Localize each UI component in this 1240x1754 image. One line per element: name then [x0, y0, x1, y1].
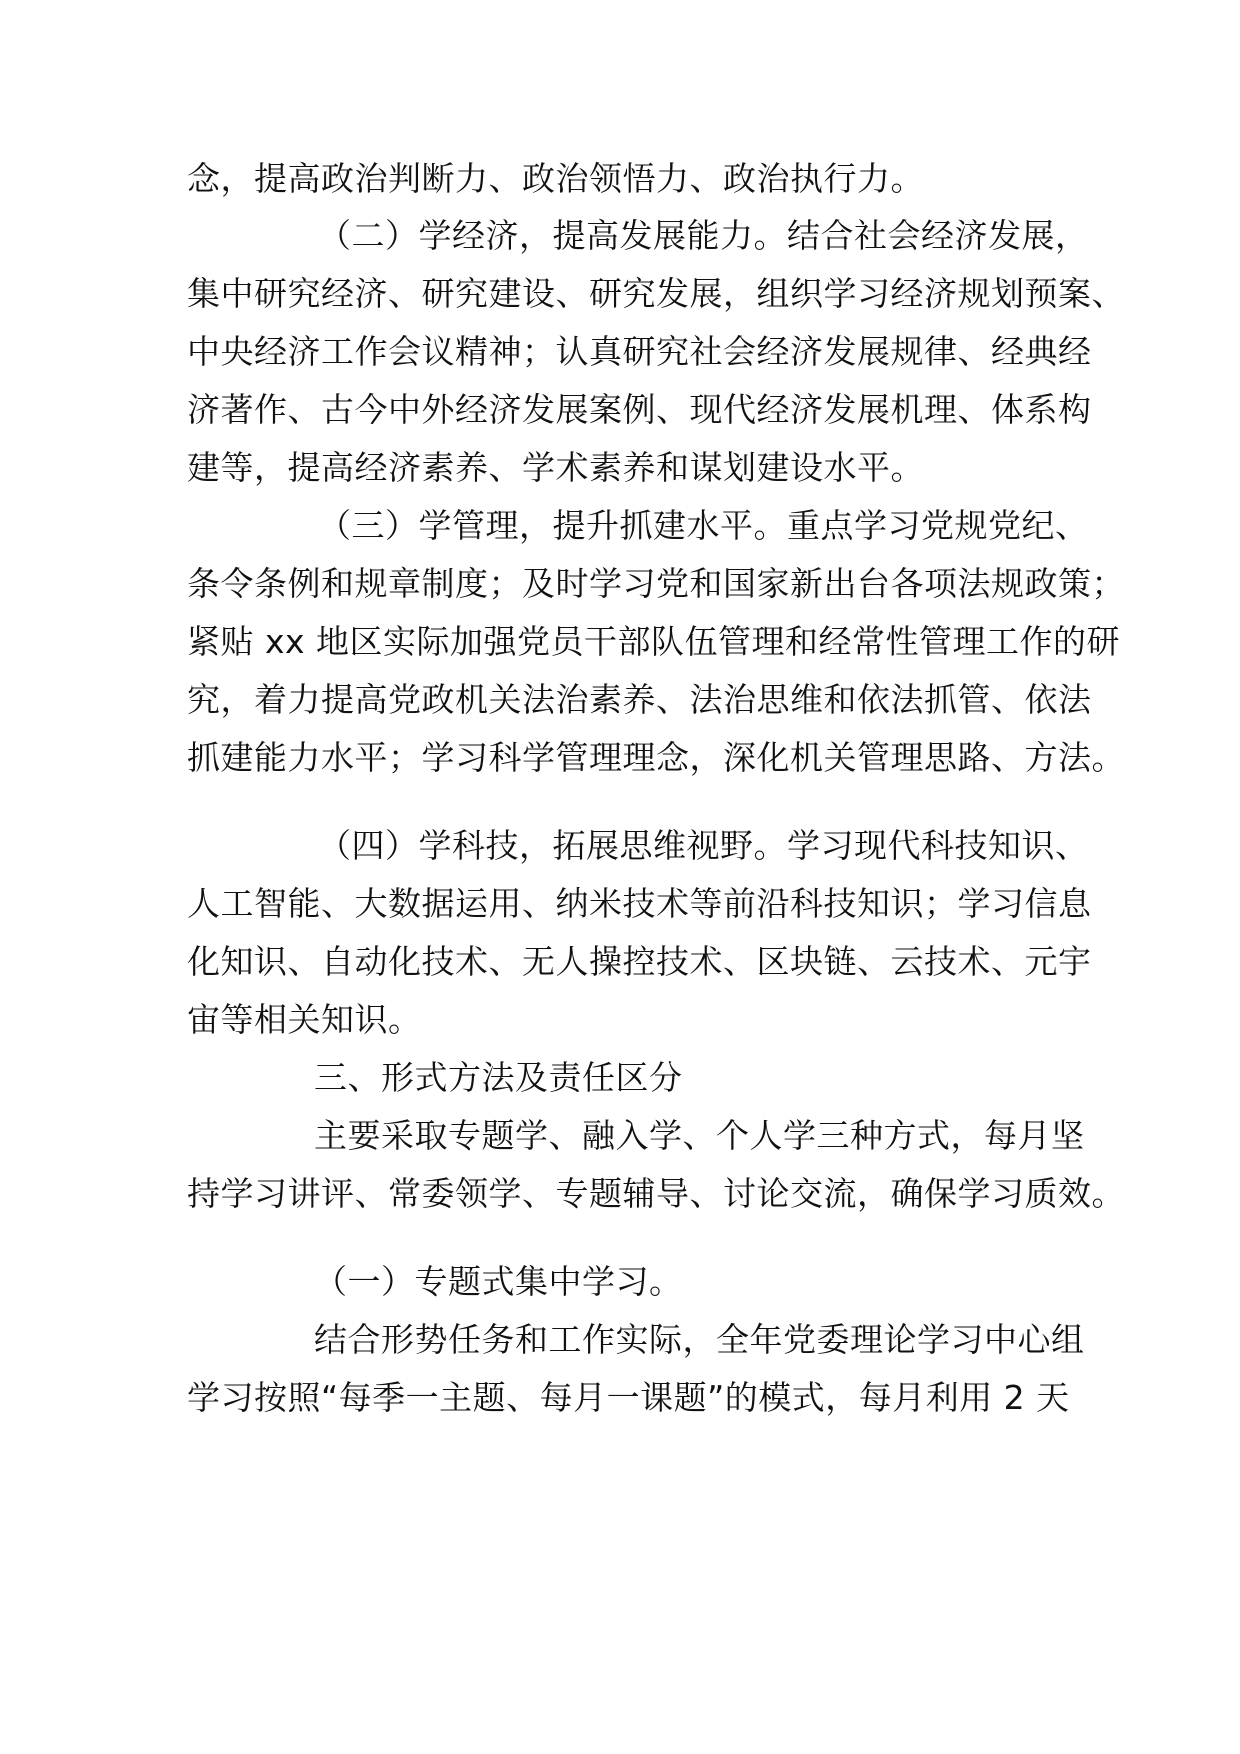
section-heading: 三、形式方法及责任区分 [314, 1058, 683, 1097]
paragraph-line: 念，提高政治判断力、政治领悟力、政治执行力。 [187, 159, 924, 198]
paragraph-line: （三）学管理，提升抓建水平。重点学习党规党纪、 [318, 506, 1089, 545]
paragraph-line: 条令条例和规章制度；及时学习党和国家新出台各项法规政策； [187, 564, 1125, 603]
paragraph-line: 主要采取专题学、融入学、个人学三种方式，每月坚 [314, 1116, 1085, 1155]
paragraph-line: 持学习讲评、常委领学、专题辅导、讨论交流，确保学习质效。 [187, 1174, 1125, 1213]
paragraph-line: 学习按照“每季一主题、每月一课题”的模式，每月利用 2 天 [187, 1378, 1070, 1417]
paragraph-line: 集中研究经济、研究建设、研究发展，组织学习经济规划预案、 [187, 274, 1125, 313]
paragraph-line: 抓建能力水平；学习科学管理理念，深化机关管理思路、方法。 [187, 738, 1125, 777]
paragraph-line: 化知识、自动化技术、无人操控技术、区块链、云技术、元宇 [187, 942, 1092, 981]
paragraph-line: 人工智能、大数据运用、纳米技术等前沿科技知识；学习信息 [187, 884, 1092, 923]
subsection-heading: （一）专题式集中学习。 [314, 1262, 683, 1301]
paragraph-line: 紧贴 xx 地区实际加强党员干部队伍管理和经常性管理工作的研 [187, 622, 1121, 661]
paragraph-line: 究，着力提高党政机关法治素养、法治思维和依法抓管、依法 [187, 680, 1092, 719]
paragraph-line: 济著作、古今中外经济发展案例、现代经济发展机理、体系构 [187, 390, 1092, 429]
paragraph-line: 中央经济工作会议精神；认真研究社会经济发展规律、经典经 [187, 332, 1092, 371]
paragraph-line: 宙等相关知识。 [187, 1000, 422, 1039]
paragraph-line: 建等，提高经济素养、学术素养和谋划建设水平。 [187, 448, 924, 487]
paragraph-line: （四）学科技，拓展思维视野。学习现代科技知识、 [318, 826, 1089, 865]
paragraph-line: （二）学经济，提高发展能力。结合社会经济发展， [318, 216, 1089, 255]
paragraph-line: 结合形势任务和工作实际，全年党委理论学习中心组 [314, 1320, 1085, 1359]
